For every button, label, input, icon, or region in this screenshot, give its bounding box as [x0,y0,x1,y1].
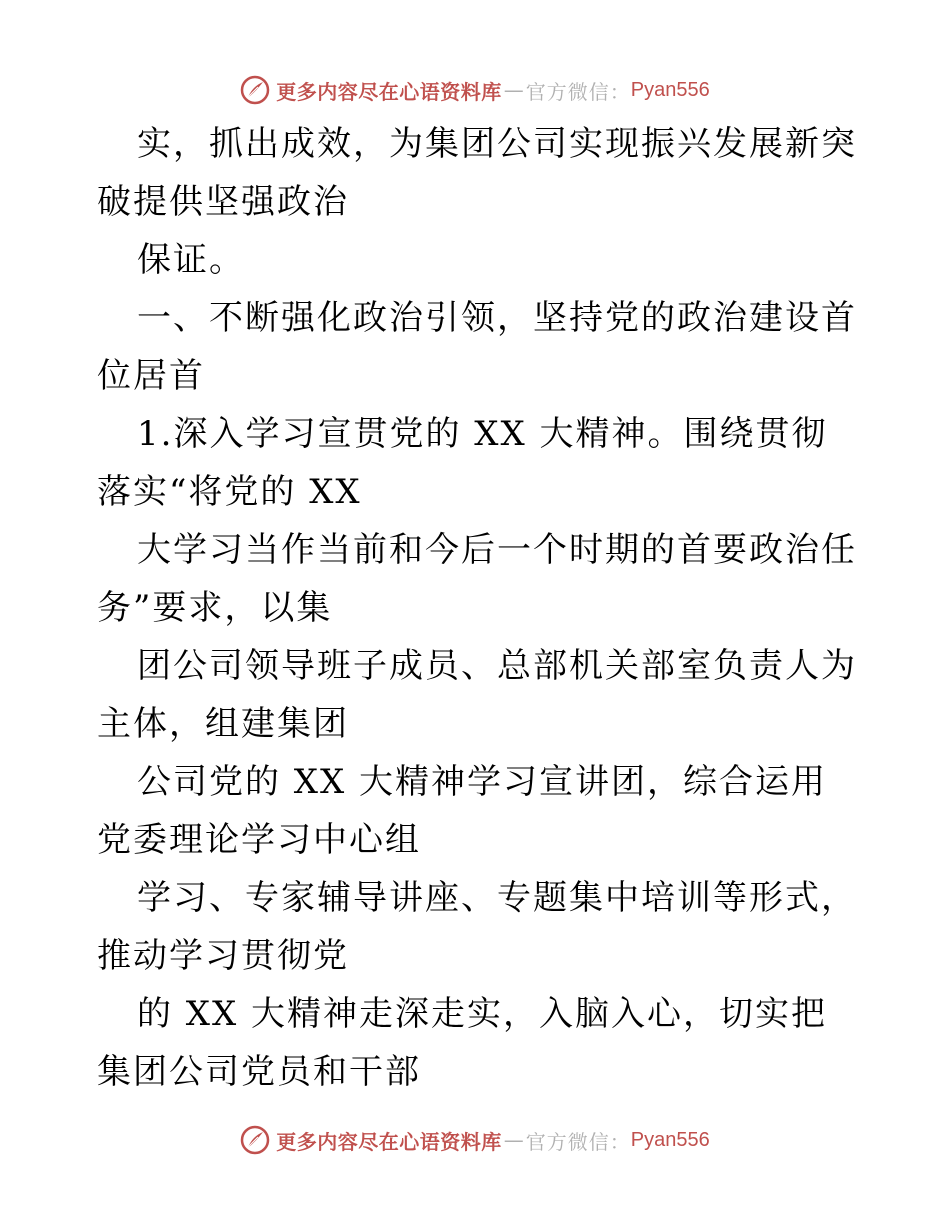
watermark-official-label: 官方微信： [525,1129,631,1154]
feather-seal-icon [240,75,270,105]
header-watermark [0,70,950,110]
paragraph-1: 实，抓出成效，为集团公司实现振兴发展新突破提供坚强政治 [97,124,857,222]
watermark-separator: — [503,1128,524,1152]
watermark-account-id: Pyan556 [630,1128,710,1151]
paragraph-2: 保证。 [137,240,245,280]
document-body [97,115,857,1101]
paragraph-7: 公司党的 XX 大精神学习宣讲团，综合运用党委理论学习中心组 [97,762,828,860]
paragraph-8: 学习、专家辅导讲座、专题集中培训等形式，推动学习贯彻党 [97,878,857,976]
watermark-official-label: 官方微信： [525,79,631,104]
feather-seal-icon [240,1125,270,1155]
paragraph-6: 团公司领导班子成员、总部机关部室负责人为主体，组建集团 [97,646,857,744]
paragraph-4: 1.深入学习宣贯党的 XX 大精神。围绕贯彻落实“将党的 XX [97,414,828,512]
footer-watermark [0,1120,950,1160]
paragraph-5: 大学习当作当前和今后一个时期的首要政治任务”要求，以集 [97,530,857,628]
watermark-account-id: Pyan556 [630,78,710,101]
section-heading: 一、不断强化政治引领，坚持党的政治建设首位居首 [97,298,857,396]
paragraph-9: 的 XX 大精神走深走实，入脑入心，切实把集团公司党员和干部 [97,994,828,1092]
watermark-brand-text: 更多内容尽在心语资料库 [276,79,502,104]
watermark-brand-text: 更多内容尽在心语资料库 [276,1129,502,1154]
watermark-separator: — [503,78,524,102]
